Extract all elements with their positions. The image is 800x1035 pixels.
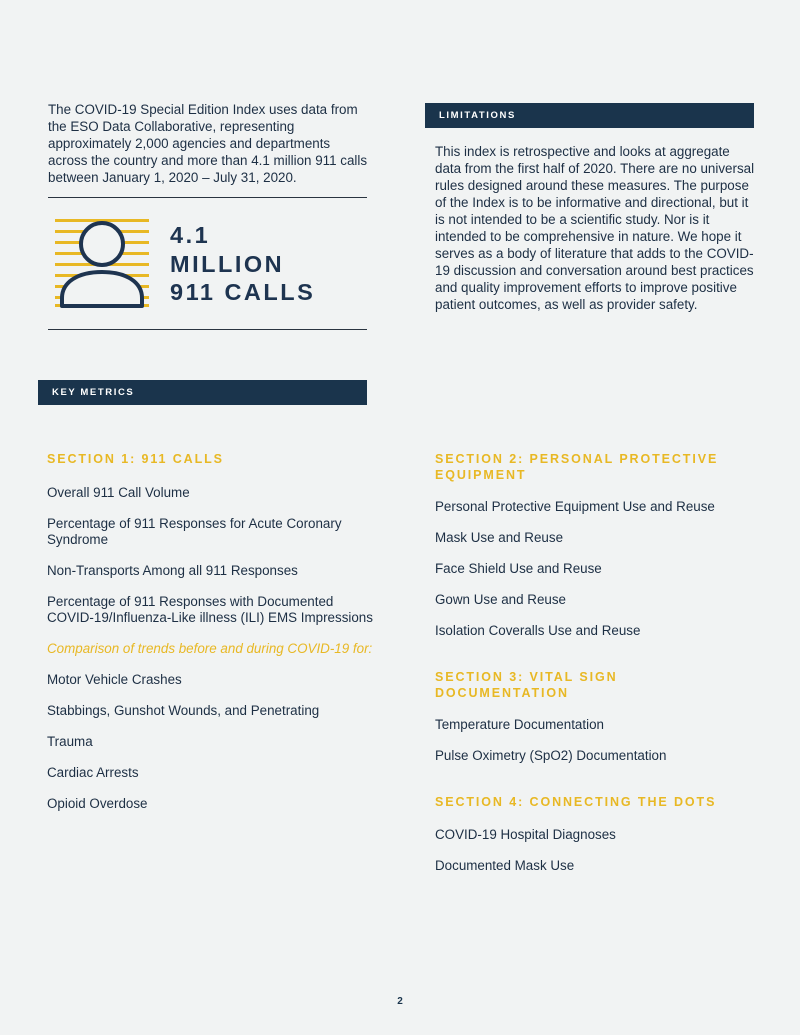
divider-bottom (48, 329, 367, 330)
list-item: Gown Use and Reuse (435, 592, 567, 607)
list-item: Stabbings, Gunshot Wounds, and Penetrating (47, 702, 320, 718)
limitations-text: This index is retrospective and looks at aggregate data from the first half of 2020. There are no universal rules designed around these measures. The purpose of the Index is to be informative and directional, but it is not intended to be a scientific study. Nor is it intended to be comprehensive in nature. We hope it serves as a body of literature that adds to the COVID-19 discussion and conversation around best practices and quality improvement efforts to improve positive patient outcomes, as well as provider safety. (435, 144, 755, 312)
section-1 (47, 452, 377, 812)
section-4-title: SECTION 4: CONNECTING THE DOTS (435, 795, 717, 809)
stat-number: 4.1 (170, 222, 211, 248)
list-item: Percentage of 911 Responses with Documented COVID-19/Influenza-Like illness (ILI) EMS Impressions (47, 593, 373, 625)
stat-unit: MILLION (170, 250, 285, 277)
list-item: Percentage of 911 Responses for Acute Coronary Syndrome (47, 515, 342, 547)
section-1-title: SECTION 1: 911 CALLS (47, 452, 224, 466)
key-metrics-header: KEY METRICS (38, 380, 367, 405)
list-item: Isolation Coveralls Use and Reuse (435, 623, 641, 638)
list-item: Cardiac Arrests (47, 764, 139, 780)
section-3-title: SECTION 3: VITAL SIGN DOCUMENTATION (435, 670, 618, 700)
list-item: Non-Transports Among all 911 Responses (47, 562, 298, 578)
list-item: Temperature Documentation (435, 717, 604, 732)
list-item: Pulse Oximetry (SpO2) Documentation (435, 748, 667, 763)
divider-top (48, 197, 367, 198)
list-item: Motor Vehicle Crashes (47, 671, 182, 687)
list-item: Documented Mask Use (435, 857, 575, 873)
stat-label: 911 CALLS (170, 279, 316, 305)
user-icon (52, 218, 152, 310)
list-item: Face Shield Use and Reuse (435, 561, 602, 576)
section-2-title: SECTION 2: PERSONAL PROTECTIVE EQUIPMENT (435, 452, 719, 482)
list-item: Overall 911 Call Volume (47, 484, 190, 500)
list-item: Mask Use and Reuse (435, 530, 564, 545)
intro-paragraph: The COVID-19 Special Edition Index uses data from the ESO Data Collaborative, representing approximately 2,000 agencies and departments across the country and more than 4.1 million 911 calls between January 1, 2020 – July 31, 2020. (48, 102, 368, 185)
comparison-heading: Comparison of trends before and during COVID-19 for: (47, 640, 373, 656)
list-item: Personal Protective Equipment Use and Reuse (435, 499, 715, 514)
page-number: 2 (397, 996, 403, 1007)
limitations-header: LIMITATIONS (425, 103, 754, 128)
list-item: Opioid Overdose (47, 795, 148, 811)
stat-block (170, 221, 315, 307)
sections-right (435, 452, 765, 874)
list-item: COVID-19 Hospital Diagnoses (435, 826, 616, 842)
list-item: Trauma (47, 733, 93, 749)
